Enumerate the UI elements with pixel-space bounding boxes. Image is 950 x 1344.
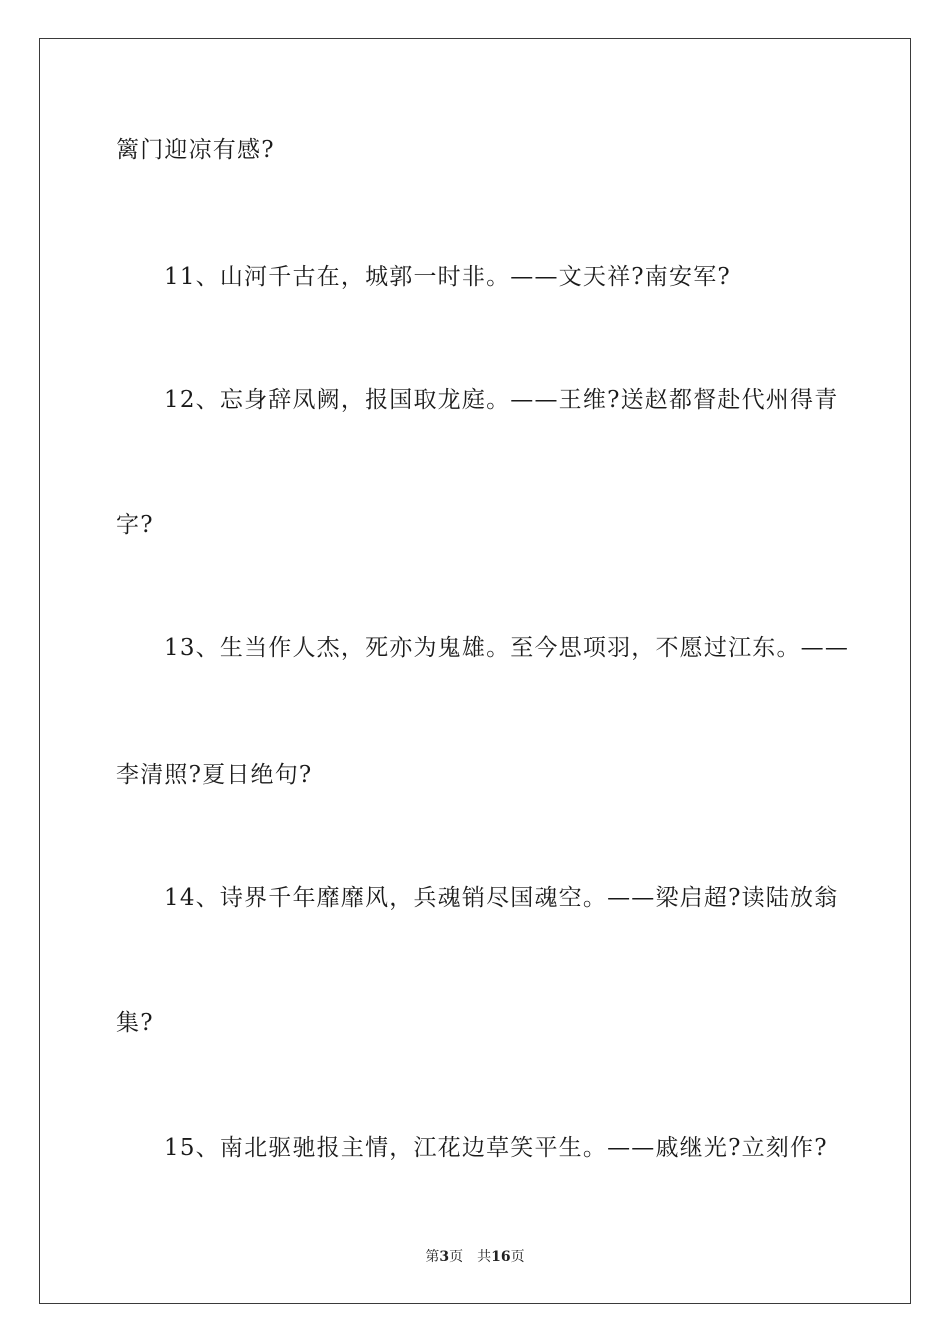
text-line-5: 13、生当作人杰，死亦为鬼雄。至今思项羽，不愿过江东。—— [164,635,850,661]
footer-page-suffix: 页 [449,1249,464,1265]
text-line-1: 篱门迎凉有感? [116,137,275,163]
text-line-9: 15、南北驱驰报主情，江花边草笑平生。——戚继光?立刻作? [164,1135,828,1161]
footer-page-prefix: 第 [425,1249,440,1265]
footer-total-suffix: 页 [510,1249,525,1265]
text-line-6: 李清照?夏日绝句? [116,762,313,788]
footer-page-number: 3 [439,1249,450,1265]
text-line-3: 12、忘身辞凤阙，报国取龙庭。——王维?送赵都督赴代州得青 [164,387,839,413]
page-border [39,38,911,1304]
text-line-7: 14、诗界千年靡靡风，兵魂销尽国魂空。——梁启超?读陆放翁 [164,885,839,911]
footer-total-prefix: 共 [477,1249,492,1265]
page-footer [0,1247,950,1267]
text-line-2: 11、山河千古在，城郭一时非。——文天祥?南安军? [164,264,731,290]
text-line-8: 集? [116,1010,154,1036]
text-line-4: 字? [116,512,154,538]
footer-total-pages: 16 [491,1249,511,1265]
